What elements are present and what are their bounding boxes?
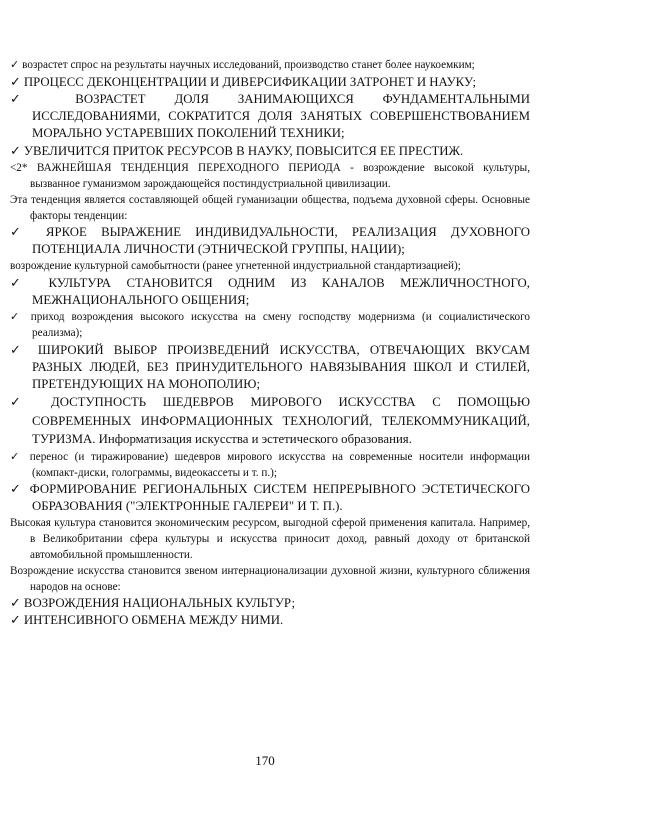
- bullet-item: ✓ ПРОЦЕСС ДЕКОНЦЕНТРАЦИИ И ДИВЕРСИФИКАЦИИ ЗАТРОНЕТ И НАУКУ;: [10, 75, 477, 89]
- paragraph: Высокая культура становится экономическим ресурсом, выгодной сферой применения капитала. Например, в Великобритании сфера культуры и искусства приносит доход, равный доходу от британской автомобильной промышленности.: [10, 516, 530, 561]
- bullet-item: ✓ ФОРМИРОВАНИЕ РЕГИОНАЛЬНЫХ СИСТЕМ НЕПРЕРЫВНОГО ЭСТЕТИЧЕСКОГО ОБРАЗОВАНИЯ ("ЭЛЕКТРОННЫЕ ГАЛЕРЕИ" И Т. П.).: [10, 481, 530, 513]
- page-number: 170: [255, 753, 275, 768]
- bullet-item: ✓ ВОЗРАСТЕТ ДОЛЯ ЗАНИМАЮЩИХСЯ ФУНДАМЕНТАЛЬНЫМИ ИССЛЕДОВАНИЯМИ, СОКРАТИТСЯ ДОЛЯ ЗАНЯТЫХ СОВЕРШЕНСТВОВАНИЕМ МОРАЛЬНО УСТАРЕВШИХ ПОКОЛЕНИЙ ТЕХНИКИ;: [10, 92, 530, 140]
- bullet-item: ✓ возрастет спрос на результаты научных исследований, производство станет более наукоемким;: [10, 59, 475, 71]
- bullet-item: ✓ ИНТЕНСИВНОГО ОБМЕНА МЕЖДУ НИМИ.: [10, 612, 284, 627]
- bullet-item: ✓ перенос (и тиражирование) шедевров мирового искусства на современные носители информации (компакт-диски, голограммы, видеокассеты и т. п.);: [10, 450, 530, 479]
- bullet-item: ✓ КУЛЬТУРА СТАНОВИТСЯ ОДНИМ ИЗ КАНАЛОВ МЕЖЛИЧНОСТНОГО, МЕЖНАЦИОНАЛЬНОГО ОБЩЕНИЯ;: [10, 276, 530, 307]
- bullet-item: ✓ ЯРКОЕ ВЫРАЖЕНИЕ ИНДИВИДУАЛЬНОСТИ, РЕАЛИЗАЦИЯ ДУХОВНОГО ПОТЕНЦИАЛА ЛИЧНОСТИ (ЭТНИЧЕСКОЙ ГРУППЫ, НАЦИИ);: [10, 225, 530, 256]
- page-body: [10, 57, 530, 629]
- bullet-item: ✓ ВОЗРОЖДЕНИЯ НАЦИОНАЛЬНЫХ КУЛЬТУР;: [10, 595, 296, 610]
- bullet-item: ✓ ДОСТУПНОСТЬ ШЕДЕВРОВ МИРОВОГО ИСКУССТВА С ПОМОЩЬЮ СОВРЕМЕННЫХ ИНФОРМАЦИОННЫХ ТЕХНОЛОГИЙ, ТЕЛЕКОММУНИКАЦИЙ, ТУРИЗМА. Информатизация искусства и эстетического образования.: [10, 395, 530, 446]
- bullet-item: ✓ приход возрождения высокого искусства на смену господству модернизма (и социалистического реализма);: [10, 311, 530, 339]
- paragraph: Возрождение искусства становится звеном интернационализации духовной жизни, культурного сближения народов на основе:: [10, 564, 530, 593]
- bullet-item: ✓ УВЕЛИЧИТСЯ ПРИТОК РЕСУРСОВ В НАУКУ, ПОВЫСИТСЯ ЕЕ ПРЕСТИЖ.: [10, 144, 464, 158]
- bullet-item: ✓ ШИРОКИЙ ВЫБОР ПРОИЗВЕДЕНИЙ ИСКУССТВА, ОТВЕЧАЮЩИХ ВКУСАМ РАЗНЫХ ЛЮДЕЙ, БЕЗ ПРИНУДИТЕЛЬНОГО НАВЯЗЫВАНИЯ ШКОЛ И СТИЛЕЙ, ПРЕТЕНДУЮЩИХ НА МОНОПОЛИЮ;: [10, 343, 530, 391]
- trend-heading: <2* ВАЖНЕЙШАЯ ТЕНДЕНЦИЯ ПЕРЕХОДНОГО ПЕРИОДА - возрождение высокой культуры, вызванное гуманизмом зарождающейся постиндустриальной цивилизации.: [10, 162, 530, 190]
- paragraph: Эта тенденция является составляющей общей гуманизации общества, подъема духовной сферы. Основные факторы тенденции:: [10, 194, 530, 222]
- paragraph: возрождение культурной самобытности (ранее угнетенной индустриальной стандартизацией);: [10, 260, 461, 272]
